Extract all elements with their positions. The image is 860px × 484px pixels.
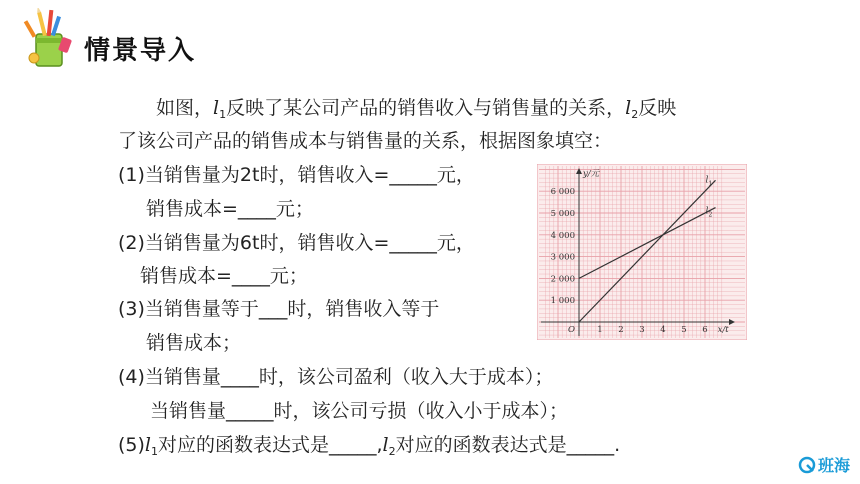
y-tick-label: 5 000 bbox=[550, 209, 575, 219]
question-3a: (3)当销售量等于___时，销售收入等于 bbox=[118, 298, 440, 320]
question-1b: 销售成本=____元； bbox=[146, 198, 314, 220]
l2-sub: 2 bbox=[631, 108, 639, 121]
x-axis-label: x/t bbox=[717, 325, 729, 335]
x-tick-label: 3 bbox=[639, 325, 645, 335]
y-axis-label: y/元 bbox=[583, 169, 600, 179]
question-5 bbox=[118, 430, 620, 458]
y-tick-label: 6 000 bbox=[550, 187, 575, 198]
x-tick-label: 1 bbox=[597, 325, 603, 335]
series-label-l1: l bbox=[705, 175, 709, 186]
series-label-l2: l bbox=[705, 206, 709, 217]
q5-l1-label: l bbox=[144, 434, 151, 456]
question-2a: (2)当销售量为6t时，销售收入=_____元， bbox=[118, 232, 475, 254]
brand-logo bbox=[798, 453, 850, 476]
l2-label: l bbox=[625, 97, 632, 119]
series-label-sub-l2: 2 bbox=[708, 211, 713, 219]
intro-line-1 bbox=[156, 93, 676, 121]
brand-text: 班海 bbox=[817, 456, 850, 475]
intro-line-2: 了该公司产品的销售成本与销售量的关系，根据图象填空： bbox=[118, 130, 613, 152]
pencil-cup-icon bbox=[22, 8, 74, 72]
x-tick-label: 6 bbox=[702, 325, 708, 335]
series-label-sub-l1: 1 bbox=[708, 180, 713, 188]
question-2b: 销售成本=____元； bbox=[140, 265, 308, 287]
question-1a: (1)当销售量为2t时，销售收入=_____元， bbox=[118, 164, 475, 186]
x-tick-label: 2 bbox=[618, 325, 624, 335]
question-3b: 销售成本； bbox=[146, 332, 242, 354]
l1-sub: 1 bbox=[219, 108, 227, 121]
y-tick-label: 1 000 bbox=[550, 296, 575, 307]
origin-label: O bbox=[568, 325, 575, 335]
y-tick-label: 2 000 bbox=[550, 274, 575, 285]
y-tick-label: 4 000 bbox=[550, 230, 575, 241]
x-tick-label: 4 bbox=[660, 325, 666, 335]
sales-graph bbox=[537, 164, 747, 340]
y-tick-label: 3 000 bbox=[550, 252, 575, 263]
q5-text-c: 对应的函数表达式是_____. bbox=[395, 434, 621, 456]
intro-text-b: 反映了某公司产品的销售收入与销售量的关系， bbox=[226, 97, 626, 119]
q5-l2-label: l bbox=[382, 434, 389, 456]
q5-l2-sub: 2 bbox=[388, 445, 396, 458]
question-4a: (4)当销售量____时，该公司盈利（收入大于成本）； bbox=[118, 366, 554, 388]
page-title: 情景导入 bbox=[84, 36, 197, 66]
q5-l1-sub: 1 bbox=[151, 445, 158, 458]
brand-circle-icon bbox=[798, 456, 816, 474]
question-4b: 当销售量_____时，该公司亏损（收入小于成本）； bbox=[150, 400, 569, 422]
q5-prefix: (5) bbox=[118, 434, 145, 456]
intro-text-c: 反映 bbox=[638, 97, 677, 119]
intro-text-a: 如图， bbox=[156, 97, 214, 119]
q5-text-b: 对应的函数表达式是_____, bbox=[158, 434, 383, 456]
x-tick-label: 5 bbox=[681, 325, 687, 335]
l1-label: l bbox=[213, 97, 220, 119]
